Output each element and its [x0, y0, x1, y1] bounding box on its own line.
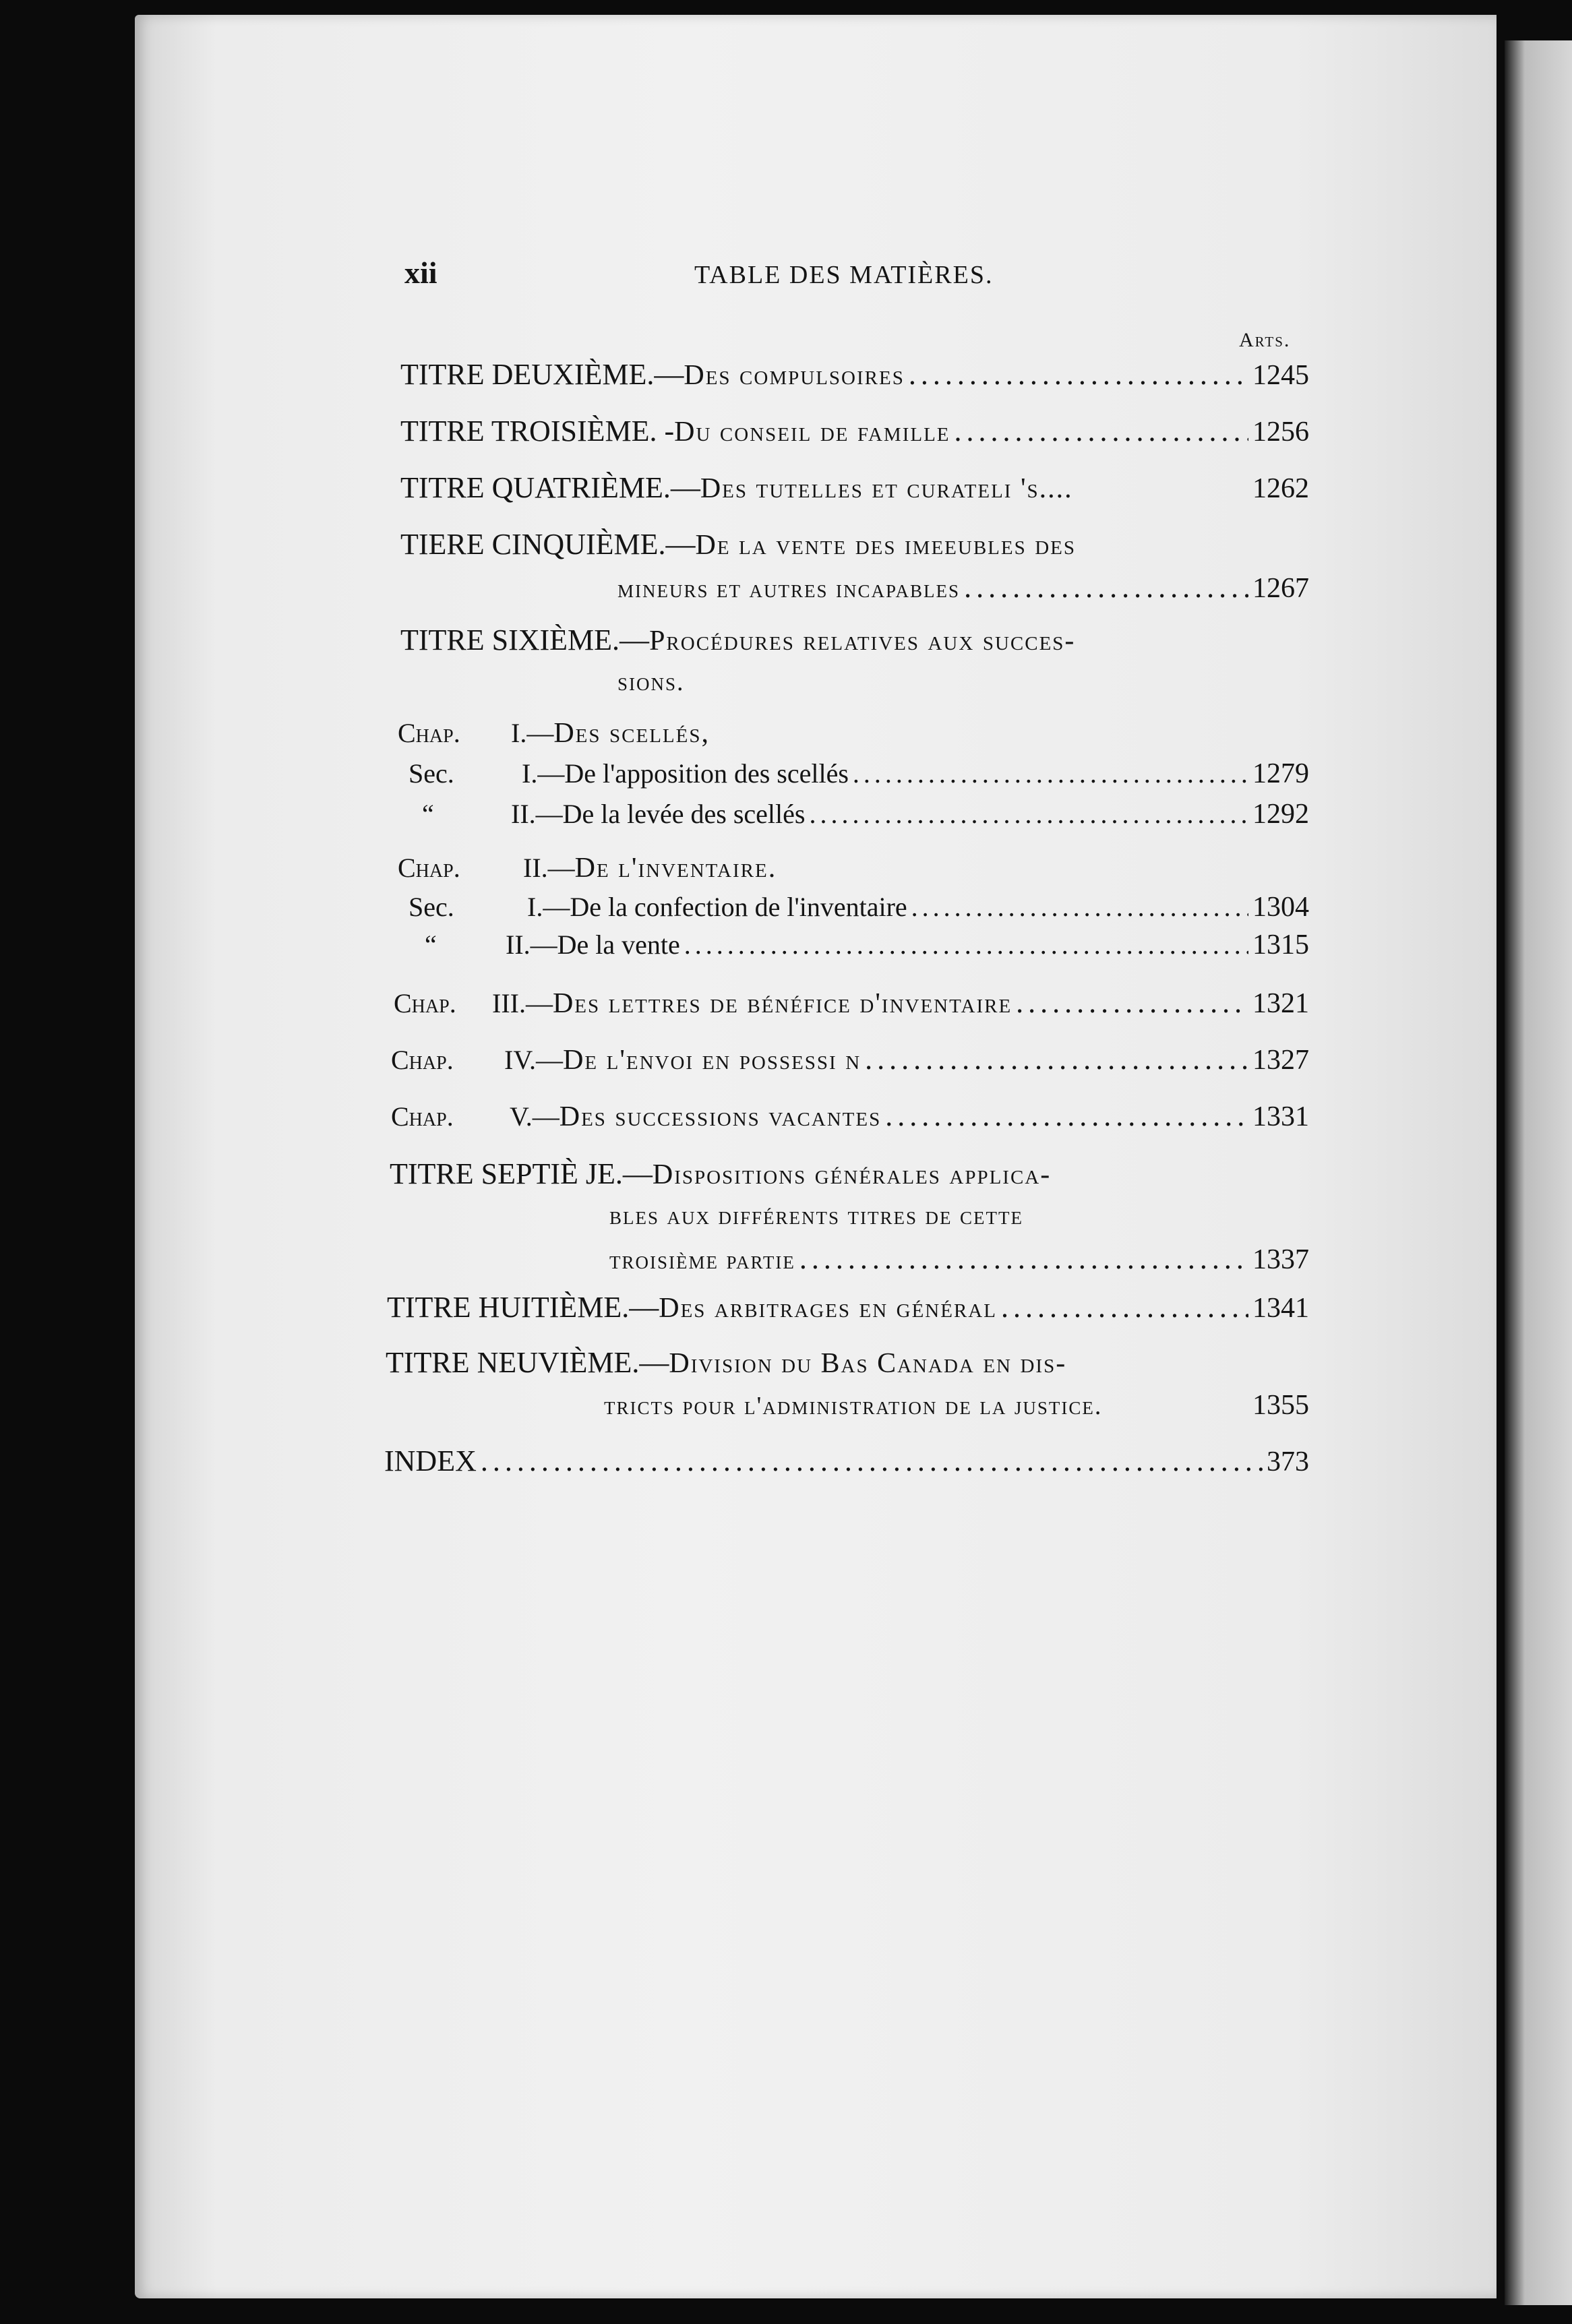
entry-text: Des lettres de bénéfice d'inventaire: [552, 988, 1012, 1019]
entry-text-continued: mineurs et autres incapables: [617, 575, 961, 603]
entry-text: Dispositions générales applica-: [652, 1159, 1052, 1190]
toc-entry-titre-septieme: [390, 1157, 1309, 1191]
entry-text-continued: bles aux différents titres de cette: [609, 1202, 1023, 1230]
entry-text-continued: troisième partie: [609, 1246, 795, 1275]
entry-number: 373: [1267, 1446, 1309, 1477]
toc-entry-titre-cinquieme-cont: [617, 570, 1309, 605]
toc-entry-titre-quatrieme: [400, 470, 1309, 505]
chapter-roman: III.—: [492, 988, 553, 1018]
entry-text-continued: sions.: [617, 668, 685, 696]
entry-text: Division du Bas Canada en dis-: [669, 1348, 1067, 1379]
chapter-label: Chap.: [398, 718, 460, 748]
entry-text-continued: tricts pour l'administration de la justice.: [604, 1392, 1103, 1420]
running-head: TABLE DES MATIÈRES.: [694, 261, 994, 289]
entry-number: 1304: [1252, 892, 1309, 923]
toc-entry-titre-troisieme: [400, 414, 1309, 448]
leader-dots: [955, 414, 1248, 448]
chapter-roman: I.—: [511, 718, 554, 748]
entry-text: De la vente: [557, 929, 680, 960]
entry-number: 1245: [1252, 360, 1309, 391]
entry-number: 1337: [1252, 1244, 1309, 1275]
ditto-mark: “: [425, 929, 437, 960]
entry-number: 1279: [1252, 758, 1309, 789]
toc-entry-titre-septieme-cont: [609, 1242, 1309, 1276]
leader-dots: [1016, 985, 1248, 1020]
entry-text: De l'apposition des scellés: [564, 758, 849, 789]
entry-text: Des compulsoires: [684, 360, 905, 391]
chapter-label: Chap.: [391, 1101, 454, 1132]
entry-title: TIERE CINQUIÈME.—: [400, 528, 696, 561]
entry-text: De l'inventaire.: [574, 853, 777, 884]
leader-dots: [911, 891, 1248, 923]
leader-dots: [809, 798, 1248, 830]
toc-entry-chap-1: [398, 717, 1309, 750]
toc-entry-titre-neuvieme-cont: [604, 1387, 1309, 1421]
leader-dots: [865, 1042, 1248, 1076]
entry-title: TITRE SIXIÈME.—: [400, 623, 650, 656]
section-roman: I.—: [522, 758, 565, 789]
section-roman: II.—: [511, 799, 563, 829]
page-number: xii: [404, 255, 437, 290]
section-label: Sec.: [409, 758, 454, 789]
toc-entry-chap-4: [391, 1042, 1309, 1076]
chapter-label: Chap.: [394, 988, 456, 1018]
chapter-roman: V.—: [510, 1101, 560, 1132]
toc-entry-titre-neuvieme: [386, 1345, 1309, 1380]
entry-title: TITRE SEPTIÈ JE.—: [390, 1157, 653, 1190]
leader-dots: [799, 1242, 1248, 1276]
toc-entry-titre-deuxieme: [400, 357, 1309, 392]
leader-dots: [964, 570, 1248, 605]
chapter-label: Chap.: [398, 853, 460, 883]
section-roman: I.—: [527, 892, 570, 922]
toc-entry-chap-3: [394, 985, 1309, 1020]
chapter-roman: II.—: [523, 853, 575, 883]
toc-entry-titre-huitieme: [387, 1290, 1309, 1324]
entry-number: 1355: [1252, 1390, 1309, 1421]
leader-dots: [684, 929, 1248, 960]
leader-dots: [1001, 1290, 1248, 1324]
toc-entry-chap-5: [391, 1099, 1309, 1133]
entry-number: 1292: [1252, 799, 1309, 830]
entry-text: Procédures relatives aux succes-: [649, 625, 1076, 656]
entry-number: 1267: [1252, 573, 1309, 604]
entry-text: De l'envoi en possessi n: [563, 1045, 861, 1076]
entry-title: TITRE TROISIÈME. -: [400, 415, 675, 448]
section-roman: II.—: [506, 929, 557, 960]
entry-number: 1327: [1252, 1045, 1309, 1076]
toc-entry-chap-2: [398, 852, 1309, 884]
toc-entry-titre-sixieme: [400, 623, 1309, 657]
entry-number: 1256: [1252, 417, 1309, 448]
toc-entry-chap-2-sec-1: [409, 891, 1309, 923]
entry-title: TITRE HUITIÈME.—: [387, 1291, 659, 1324]
ditto-mark: “: [422, 799, 434, 829]
entry-number: 1341: [1252, 1293, 1309, 1324]
leader-dots: [853, 758, 1248, 789]
entry-text: Des arbitrages en général: [659, 1293, 997, 1324]
leader-dots: [481, 1444, 1263, 1478]
chapter-label: Chap.: [391, 1045, 454, 1075]
toc-entry-chap-1-sec-1: [409, 758, 1309, 790]
entry-number: 1315: [1252, 929, 1309, 960]
entry-number: 1331: [1252, 1101, 1309, 1132]
toc-entry-titre-cinquieme: [400, 527, 1309, 561]
toc-entry-chap-1-sec-2: [422, 798, 1309, 830]
entry-title: TITRE DEUXIÈME.—: [400, 358, 684, 391]
toc-entry-chap-2-sec-2: [425, 929, 1309, 961]
entry-title: TITRE QUATRIÈME.—: [400, 471, 700, 504]
entry-text: Du conseil de famille: [674, 417, 950, 448]
entry-text: De la confection de l'inventaire: [570, 892, 907, 922]
chapter-roman: IV.—: [504, 1045, 564, 1075]
entry-text: Des scellés,: [553, 718, 710, 749]
entry-text: Des tutelles et curateli 's....: [700, 473, 1073, 504]
entry-text: De la vente des imeeubles des: [695, 530, 1077, 561]
entry-title: TITRE NEUVIÈME.—: [386, 1346, 669, 1379]
toc-entry-index: [384, 1444, 1309, 1478]
entry-title: INDEX: [384, 1444, 477, 1477]
leader-dots: [909, 357, 1248, 392]
column-header-arts: Arts.: [1239, 329, 1291, 351]
entry-number: 1321: [1252, 988, 1309, 1019]
entry-text: De la levée des scellés: [562, 799, 806, 829]
section-label: Sec.: [409, 892, 454, 922]
entry-text: Des successions vacantes: [559, 1101, 882, 1132]
leader-dots: [885, 1099, 1248, 1133]
entry-number: 1262: [1252, 473, 1309, 504]
